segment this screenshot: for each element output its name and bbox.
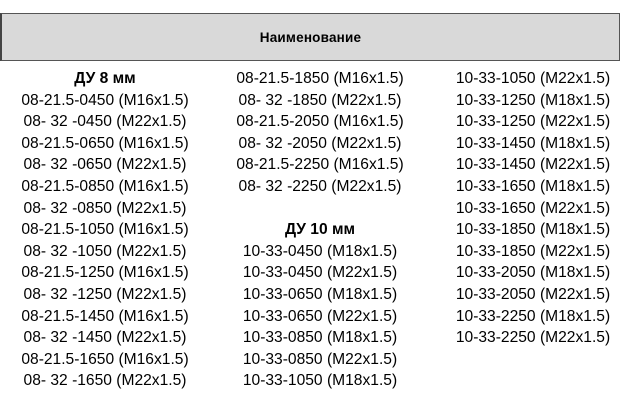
column-du10-continued: [428, 68, 623, 349]
list-item: 10-33-2250 (М18х1.5): [455, 307, 611, 325]
list-item: 08- 32 -1250 (М22х1.5): [23, 285, 187, 303]
list-item: 10-33-1250 (М18х1.5): [455, 91, 611, 109]
list-item: 08-21.5-1450 (М16х1.5): [21, 307, 189, 325]
list-item: 08-21.5-1250 (М16х1.5): [21, 264, 189, 282]
list-item: 08- 32 -1850 (М22х1.5): [238, 91, 402, 109]
list-item: 10-33-1450 (М22х1.5): [455, 156, 611, 174]
list-item: 10-33-1850 (М22х1.5): [455, 242, 611, 260]
list-item: 08-21.5-0650 (М16х1.5): [21, 134, 189, 152]
list-item: 08- 32 -1450 (М22х1.5): [23, 329, 187, 347]
list-item: 08-21.5-1650 (М16х1.5): [21, 350, 189, 368]
list-item: 08- 32 -1650 (М22х1.5): [23, 372, 187, 390]
list-item: 08- 32 -1050 (М22х1.5): [23, 242, 187, 260]
list-item: 10-33-2050 (М18х1.5): [455, 264, 611, 282]
list-item: 10-33-0850 (М22х1.5): [242, 350, 398, 368]
list-item: 10-33-0650 (М18х1.5): [242, 285, 398, 303]
list-item: 08- 32 -0450 (М22х1.5): [23, 113, 187, 131]
list-item: 10-33-0850 (М18х1.5): [242, 329, 398, 347]
list-item: 08-21.5-1050 (М16х1.5): [21, 221, 189, 239]
list-item: 08-21.5-0450 (М16х1.5): [21, 91, 189, 109]
list-item: 10-33-0650 (М22х1.5): [242, 307, 398, 325]
list-item: 10-33-0450 (М22х1.5): [242, 264, 398, 282]
column-du8-continued-du10: [215, 68, 425, 392]
list-item: 08-21.5-2050 (М16х1.5): [236, 113, 404, 131]
table-header: [0, 13, 620, 61]
list-item: 10-33-1050 (М18х1.5): [242, 372, 398, 390]
list-item: 10-33-1650 (М18х1.5): [455, 177, 611, 195]
list-item: 10-33-2050 (М22х1.5): [455, 285, 611, 303]
list-item: 08- 32 -0850 (М22х1.5): [23, 199, 187, 217]
list-item: 08- 32 -2050 (М22х1.5): [238, 134, 402, 152]
list-item: 08-21.5-0850 (М16х1.5): [21, 177, 189, 195]
list-item: 10-33-1050 (М22х1.5): [455, 70, 611, 87]
list-item: 08- 32 -0650 (М22х1.5): [23, 156, 187, 174]
list-item: 08- 32 -2250 (М22х1.5): [238, 177, 402, 195]
column-du8: [0, 68, 210, 392]
list-item: 10-33-1250 (М22х1.5): [455, 113, 611, 131]
list-item: 10-33-0450 (М18х1.5): [242, 242, 398, 260]
list-item: 10-33-1850 (М18х1.5): [455, 221, 611, 239]
group-title-du10: ДУ 10 мм: [284, 221, 356, 239]
list-item: 10-33-1450 (М18х1.5): [455, 134, 611, 152]
list-item: 10-33-2250 (М22х1.5): [455, 329, 611, 347]
list-item: 10-33-1650 (М22х1.5): [455, 199, 611, 217]
column-spacer: [215, 198, 425, 220]
list-item: 08-21.5-1850 (М16х1.5): [236, 70, 404, 87]
list-item: 08-21.5-2250 (М16х1.5): [236, 156, 404, 174]
group-title-du8: ДУ 8 мм: [74, 70, 136, 87]
header-title: Наименование: [259, 29, 362, 45]
